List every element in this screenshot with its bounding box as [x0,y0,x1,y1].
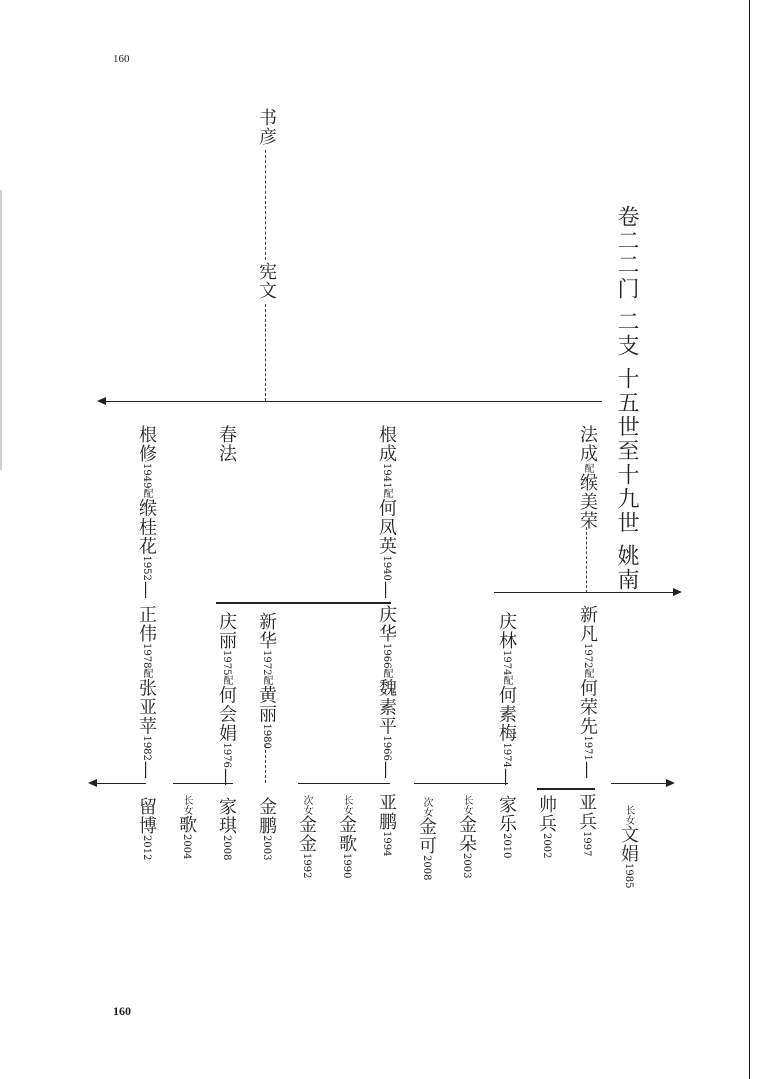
gen17-jinjin: 次女金金1992 [296,795,317,879]
gen16-qingli: 庆丽1975配何会娟1976— [216,612,237,787]
gen16-xinhua: 新华1972配黄丽1980 [256,612,277,749]
gen15-line [104,401,602,402]
zhengwei-children-line [94,783,146,784]
xinfan-arrow-right [666,779,675,787]
gen15-chunfa: 春法 [216,425,237,463]
page-right-rule [749,0,750,1079]
facheng-children-line [494,592,674,593]
gen17-jinduo: 长女金朵2003 [456,795,477,879]
gen15-arrow-left [97,397,106,405]
xinfan-children-line [537,788,595,790]
qingli-children-line [173,783,233,784]
gen16-zhengwei: 正伟1978配张亚苹1982— [136,605,157,780]
gen17-wenjuan: 长女文娟1985 [618,805,639,889]
ancestor-gen1: 书彦 [256,108,277,146]
gen16-qinglin: 庆林1974配何素梅1974— [496,612,517,787]
gen17-ge: 长女歌2004 [176,795,197,860]
gen17-jinpeng: 金鹏2003 [256,797,277,861]
gen17-jiale: 家乐2010 [496,795,517,859]
gen17-liubo: 留博2012 [136,797,157,861]
facheng-dash [586,527,587,593]
qinglin-children-line [414,783,508,784]
lineage-dash-1 [265,150,266,260]
page-title: 卷二二门 二支 十五世至十九世 姚南 [614,205,639,592]
gen16-qinghua: 庆华1966配魏素平1966— [376,605,397,780]
xinfan-children-line-right [611,783,667,784]
gen17-shuaibing: 帅兵2002 [536,795,557,859]
ancestor-gen2: 宪文 [256,262,277,300]
genchen-children-line [216,602,391,604]
gen17-jinge: 长女金歌1990 [336,795,357,879]
gen15-facheng: 法成配缑美荣 [577,425,598,530]
gen15-gencheng: 根成1941配何凤英1940— [376,425,397,600]
lineage-dash-2 [265,304,266,401]
facheng-arrow-right [673,588,682,596]
gen17-jiaqi: 家琪2008 [216,797,237,861]
gen17-yapeng: 亚鹏1994 [376,793,397,857]
gen15-genxiu: 根修1949配缑桂花1952— [136,425,157,600]
page-left-shadow [0,190,2,470]
gen17-jinke: 次女金可2008 [416,797,437,881]
qinghua-children-line [298,783,390,784]
gen16-xinfan: 新凡1972配何荣先1971— [577,605,598,780]
page-number-top: 160 [113,53,130,65]
zhengwei-arrow-left [88,779,97,787]
page-number-bottom: 160 [113,1004,131,1018]
gen17-yabing: 亚兵1997 [576,793,597,857]
xinhua-dash [265,745,266,783]
